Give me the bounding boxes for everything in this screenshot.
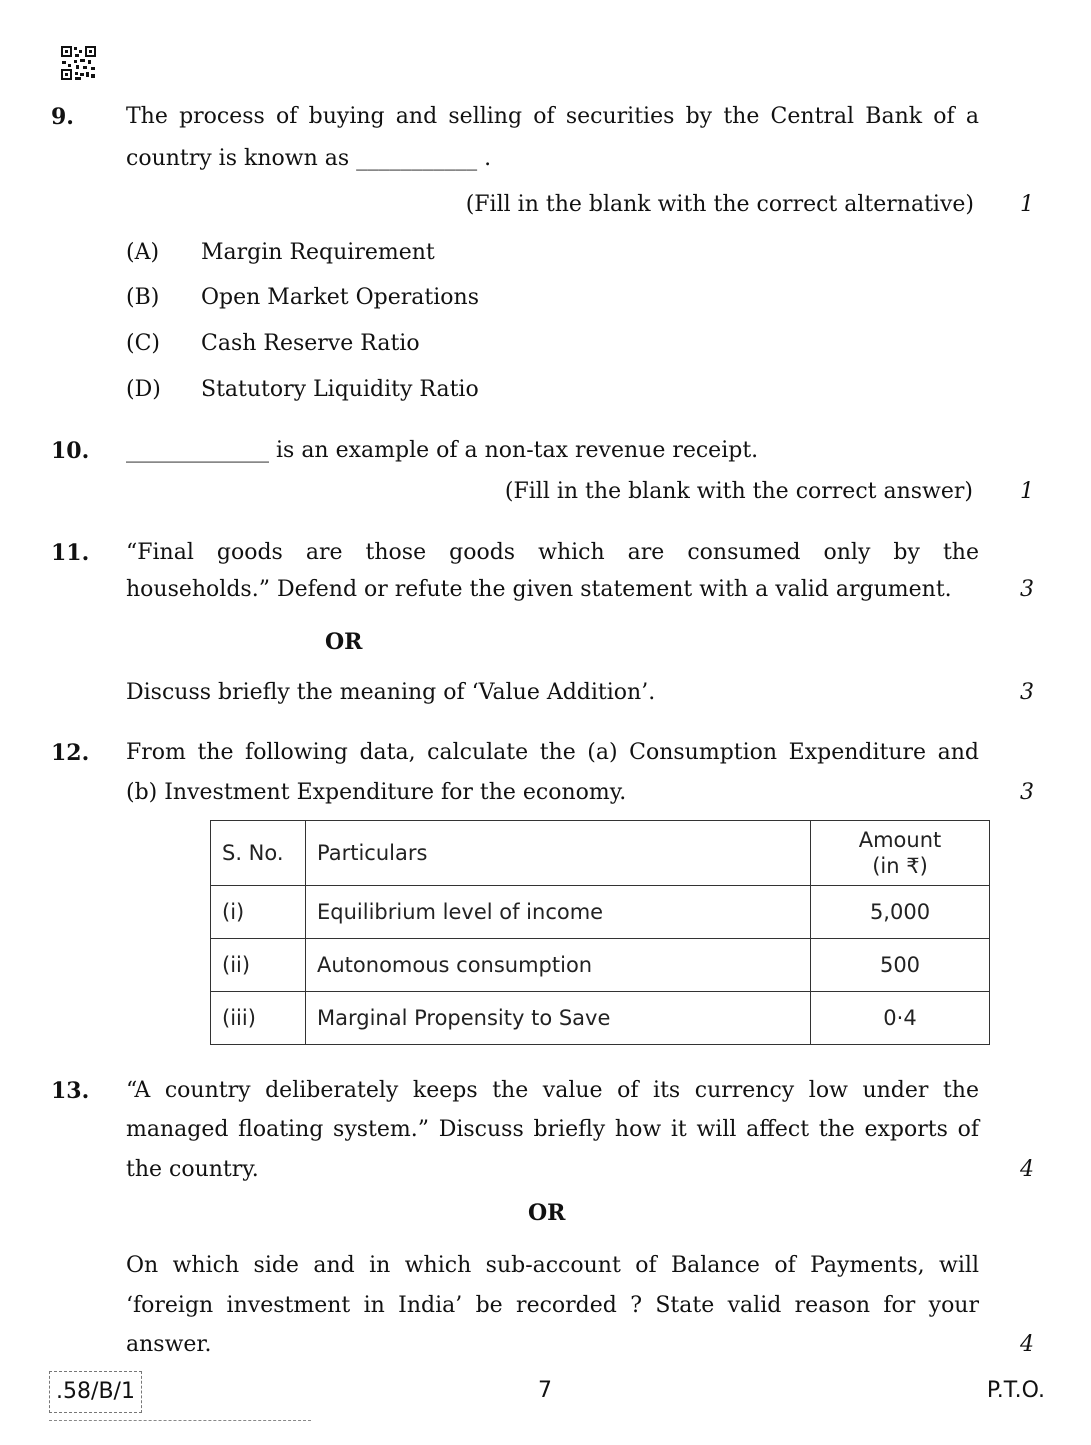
table-row	[211, 939, 990, 992]
row-amount: 500	[811, 939, 990, 992]
option-c-letter: (C)	[126, 331, 160, 356]
question-10-marks: 1	[1020, 479, 1034, 504]
question-11-alt-marks: 3	[1020, 680, 1034, 705]
pto-label: P.T.O.	[986, 1378, 1045, 1403]
question-10-number: 10.	[51, 438, 90, 464]
row-particulars: Marginal Propensity to Save	[306, 992, 811, 1045]
header-amount	[811, 821, 990, 886]
paper-code: .58/B/1	[49, 1371, 142, 1413]
question-11-text-line2: households.” Defend or refute the given statement with a valid argument.	[126, 577, 952, 602]
table-row	[211, 992, 990, 1045]
question-13-text-line1: “A country deliberately keeps the value of its currency low under the	[126, 1078, 979, 1103]
question-13-alt-line1: On which side and in which sub-account of Balance of Payments, will	[126, 1253, 979, 1278]
option-d-text: Statutory Liquidity Ratio	[201, 377, 479, 402]
header-amount-unit: (in ₹)	[872, 854, 928, 878]
row-particulars: Autonomous consumption	[306, 939, 811, 992]
question-13-or: OR	[528, 1200, 566, 1226]
question-9-marks: 1	[1020, 192, 1034, 217]
question-11-marks: 3	[1020, 577, 1034, 602]
question-12-text-line2: (b) Investment Expenditure for the economy.	[126, 780, 627, 805]
row-amount: 0·4	[811, 992, 990, 1045]
question-13-number: 13.	[51, 1078, 90, 1104]
table-row	[211, 886, 990, 939]
row-particulars: Equilibrium level of income	[306, 886, 811, 939]
question-11-or: OR	[325, 629, 363, 655]
row-sno: (iii)	[211, 992, 306, 1045]
option-c-text: Cash Reserve Ratio	[201, 331, 420, 356]
question-9-text-line2: country is known as ___________ .	[126, 146, 492, 171]
option-b-text: Open Market Operations	[201, 285, 479, 310]
question-9-number: 9.	[51, 104, 74, 130]
question-12-text-line1: From the following data, calculate the (a) Consumption Expenditure and	[126, 740, 979, 765]
question-10-text: _____________ is an example of a non-tax revenue receipt.	[126, 438, 759, 463]
table-header-row	[211, 821, 990, 886]
row-amount: 5,000	[811, 886, 990, 939]
option-a-text: Margin Requirement	[201, 240, 435, 265]
header-sno: S. No.	[211, 821, 306, 886]
question-9-instruction: (Fill in the blank with the correct alternative)	[465, 192, 974, 217]
question-13-text-line3: the country.	[126, 1157, 259, 1182]
row-sno: (i)	[211, 886, 306, 939]
question-13-alt-marks: 4	[1020, 1332, 1034, 1357]
qr-code-icon	[61, 46, 96, 80]
question-12-marks: 3	[1020, 780, 1034, 805]
question-13-marks: 4	[1020, 1157, 1034, 1182]
option-b-letter: (B)	[126, 285, 160, 310]
question-11-alt-text: Discuss briefly the meaning of ‘Value Addition’.	[126, 680, 656, 705]
question-10-instruction: (Fill in the blank with the correct answer)	[504, 479, 973, 504]
question-11-number: 11.	[51, 540, 90, 566]
option-d-letter: (D)	[126, 377, 161, 402]
question-11-text-line1: “Final goods are those goods which are consumed only by the	[126, 540, 979, 565]
page-number: 7	[538, 1378, 552, 1403]
option-a-letter: (A)	[126, 240, 160, 265]
question-13-alt-line3: answer.	[126, 1332, 212, 1357]
question-12-number: 12.	[51, 740, 90, 766]
question-13-text-line2: managed floating system.” Discuss briefly how it will affect the exports of	[126, 1117, 979, 1142]
row-sno: (ii)	[211, 939, 306, 992]
footer-divider	[49, 1420, 311, 1421]
question-9-text-line1: The process of buying and selling of securities by the Central Bank of a	[126, 104, 979, 129]
question-13-alt-line2: ‘foreign investment in India’ be recorded ? State valid reason for your	[126, 1293, 979, 1318]
data-table	[210, 820, 990, 1045]
header-amount-label: Amount	[858, 827, 942, 852]
header-particulars: Particulars	[306, 821, 811, 886]
